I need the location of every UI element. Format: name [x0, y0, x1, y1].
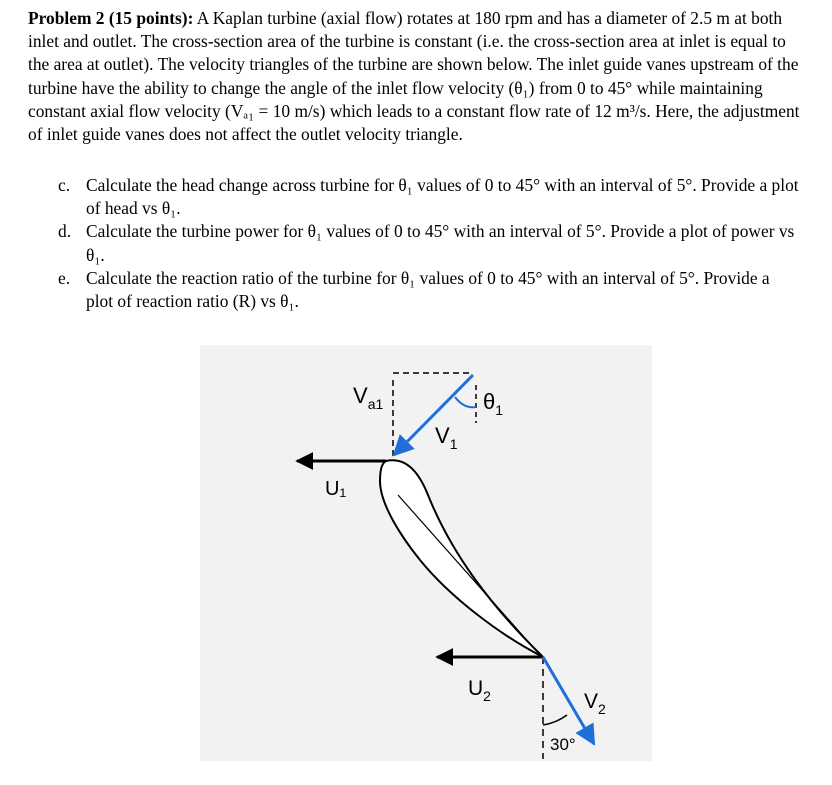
problem-statement: A Kaplan turbine (axial flow) rotates at 180 rpm and has a diameter of 2.5 m at both inlet and outlet. The cross-section area of the turbine is constant (i.e. the cross-section area at inlet is equal to the area at outlet). The velocity triangles of the turbine are shown below. The inlet guide vanes upstream of the turbine have the ability to change the angle of the inlet flow velocity (θ₁) from 0 to 45° while maintaining constant axial flow velocity (Vₐ₁ = 10 m/s) which leads to a constant flow rate of 12 m³/s. Here, the adjustment of inlet guide vanes does not affect the outlet velocity triangle. [28, 8, 800, 145]
va1-label-sub: a1 [367, 396, 384, 412]
part-text: Calculate the turbine power for θ₁ values of 0 to 45° with an interval of 5°. Provide a plot of power vs θ₁. [86, 221, 795, 265]
problem-intro [28, 7, 800, 146]
part-c [28, 174, 800, 220]
part-text: Calculate the reaction ratio of the turbine for θ₁ values of 0 to 45° with an interval of 5°. Provide a plot of reaction ratio (R) vs θ₁. [86, 267, 770, 312]
v1-label-sub: 1 [449, 436, 458, 452]
v1-label-main: V [435, 423, 450, 448]
parts-list [28, 174, 800, 313]
va1-label-main: V [353, 383, 368, 408]
problem-heading: Problem 2 (15 points): [28, 8, 194, 28]
v2-label-sub: 2 [598, 701, 606, 717]
velocity-triangle-figure [200, 345, 652, 761]
part-d [28, 220, 800, 266]
u2-label-sub: 2 [483, 688, 491, 704]
part-marker: e. [58, 267, 71, 288]
part-marker: c. [58, 175, 71, 195]
u2-label-main: U [468, 677, 484, 700]
part-text: Calculate the head change across turbine for θ₁ values of 0 to 45° with an interval of 5°. Provide a plot of head vs θ₁. [86, 175, 799, 219]
part-e [28, 267, 800, 313]
theta1-label-main: θ [483, 389, 496, 414]
theta1-label-sub: 1 [495, 402, 504, 418]
angle-30-label: 30° [550, 735, 576, 754]
part-marker: d. [58, 221, 72, 242]
v2-label-main: V [584, 690, 599, 713]
u1-label: U₁ [325, 478, 347, 500]
